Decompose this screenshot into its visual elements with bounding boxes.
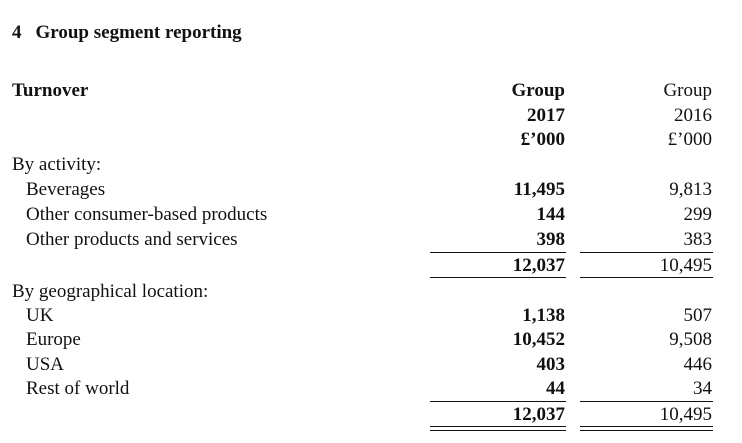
row-label: Beverages xyxy=(26,179,106,200)
value-2017: 1,138 xyxy=(522,305,565,326)
row-label: Other consumer-based products xyxy=(26,204,268,225)
section-number: 4 xyxy=(12,22,22,43)
column-header-2017-year: 2017 xyxy=(527,104,565,126)
value-2017: 10,452 xyxy=(512,329,565,350)
value-2016: 299 xyxy=(683,204,712,225)
table-row xyxy=(0,352,742,377)
value-2016: 34 xyxy=(693,378,712,399)
value-2017: 11,495 xyxy=(513,179,565,200)
total-double-rule-2017 xyxy=(430,430,566,431)
column-header-2016-line1: Group xyxy=(663,80,712,101)
value-2017: 144 xyxy=(536,204,565,225)
total-rule-2016 xyxy=(580,277,713,278)
total-rule-2017 xyxy=(430,426,566,427)
value-2017: 403 xyxy=(536,354,565,375)
row-label: Other products and services xyxy=(26,229,238,250)
value-2017: 44 xyxy=(546,378,565,399)
total-rule-2016 xyxy=(580,426,713,427)
section-title: By geographical location: xyxy=(12,281,209,302)
section-title: Group segment reporting xyxy=(35,22,242,43)
column-header-2017 xyxy=(511,79,565,153)
total-double-rule-2016 xyxy=(580,430,713,431)
column-header-2017-line1: Group xyxy=(511,80,565,101)
column-header-2016 xyxy=(663,79,712,153)
column-header-2017-unit: £’000 xyxy=(520,129,565,150)
value-2016: 507 xyxy=(683,305,712,326)
turnover-label: Turnover xyxy=(12,80,89,101)
column-header-2016-unit: £’000 xyxy=(667,129,712,150)
total-2016: 10,495 xyxy=(659,404,712,425)
table-row xyxy=(0,376,742,401)
table-row xyxy=(0,177,742,202)
section-title: By activity: xyxy=(12,154,102,175)
value-2016: 9,508 xyxy=(669,329,712,350)
row-label: UK xyxy=(26,305,54,326)
total-2016: 10,495 xyxy=(659,255,712,276)
section-title-row xyxy=(0,152,742,177)
total-row xyxy=(0,402,742,427)
table-row xyxy=(0,227,742,252)
value-2016: 383 xyxy=(683,229,712,250)
row-label: USA xyxy=(26,354,65,375)
total-2017: 12,037 xyxy=(512,255,565,276)
table-row xyxy=(0,327,742,352)
section-heading xyxy=(12,22,242,44)
value-2017: 398 xyxy=(536,229,565,250)
table-row xyxy=(0,303,742,328)
column-header-2016-year: 2016 xyxy=(674,104,712,126)
total-row xyxy=(0,253,742,278)
section-title-row xyxy=(0,279,742,304)
value-2016: 446 xyxy=(683,354,712,375)
total-rule-2017 xyxy=(430,277,566,278)
row-label: Europe xyxy=(26,329,81,350)
value-2016: 9,813 xyxy=(669,179,712,200)
row-label: Rest of world xyxy=(26,378,130,399)
table-row xyxy=(0,202,742,227)
total-2017: 12,037 xyxy=(512,404,565,425)
